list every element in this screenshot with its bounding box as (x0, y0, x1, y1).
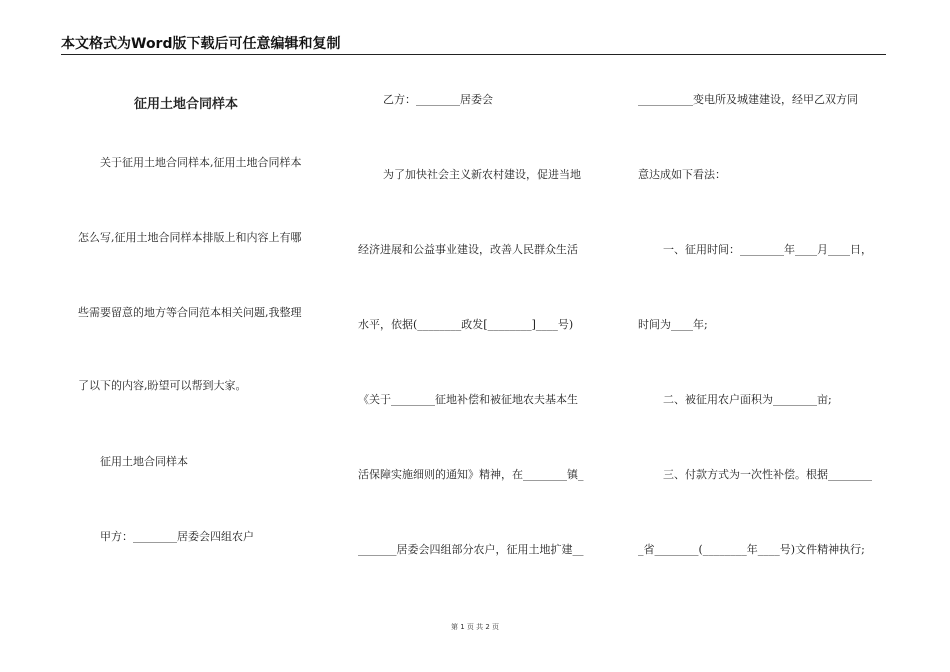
column-3 (638, 0, 890, 672)
section-heading: 征用土地合同样本 (100, 455, 188, 468)
paragraph-line: 意达成如下看法： (638, 168, 726, 181)
paragraph-line: 为了加快社会主义新农村建设，促进当地 (383, 168, 581, 181)
paragraph-line: 些需要留意的地方等合同范本相关问题,我整理 (78, 306, 302, 319)
paragraph-line: _省________(________年____号)文件精神执行; (638, 543, 865, 556)
paragraph-line: 经济进展和公益事业建设，改善人民群众生活 (358, 243, 578, 256)
column-1 (78, 0, 328, 672)
paragraph-line: _______居委会四组部分农户，征用土地扩建__ (358, 543, 584, 556)
column-2 (358, 0, 613, 672)
paragraph-line: 活保障实施细则的通知》精神，在________镇_ (358, 468, 584, 481)
party-a-line: 甲方：________居委会四组农户 (100, 530, 254, 543)
paragraph-line: 时间为____年; (638, 318, 708, 331)
clause-1: 一、征用时间：________年____月____日， (663, 243, 872, 256)
paragraph-line: 《关于________征地补偿和被征地农夫基本生 (358, 393, 578, 406)
page-number: 第 1 页 共 2 页 (450, 623, 500, 631)
header-title: 本文格式为Word版下载后可任意编辑和复制 (61, 36, 341, 52)
paragraph-line: 怎么写,征用土地合同样本排版上和内容上有哪 (78, 231, 302, 244)
document-title: 征用土地合同样本 (134, 97, 239, 112)
paragraph-line: 水平，依据(________政发[________]____号) (358, 318, 574, 331)
paragraph-line: __________变电所及城建建设，经甲乙双方同 (638, 93, 858, 106)
paragraph-line: 关于征用土地合同样本,征用土地合同样本 (100, 156, 302, 169)
party-b-line: 乙方：________居委会 (383, 93, 493, 106)
clause-3: 三、付款方式为一次性补偿。根据________ (663, 468, 872, 481)
clause-2: 二、被征用农户面积为________亩; (663, 393, 832, 406)
paragraph-line: 了以下的内容,盼望可以帮到大家。 (78, 379, 247, 392)
